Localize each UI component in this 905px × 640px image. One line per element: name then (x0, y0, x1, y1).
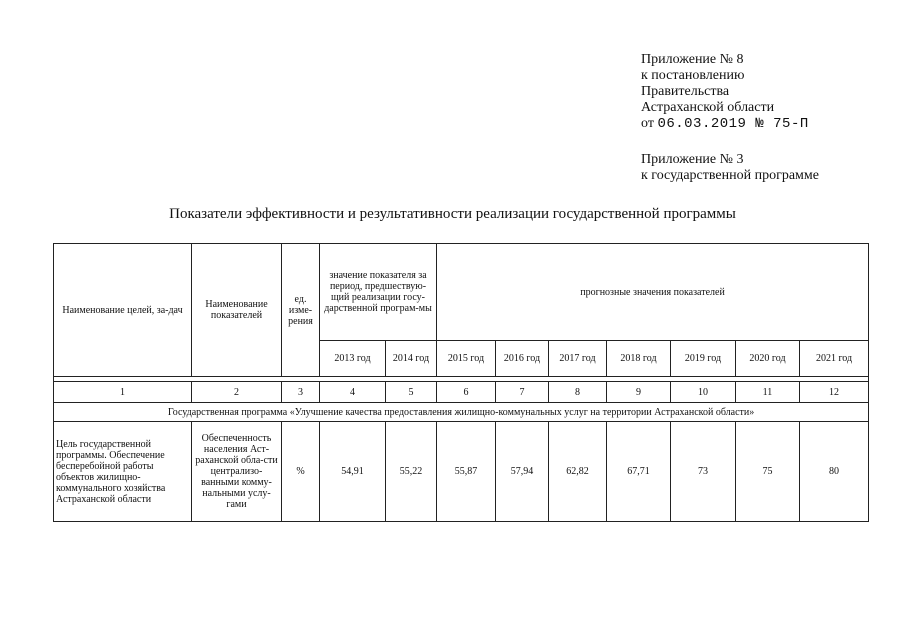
indicator-cell: Обеспеченность населения Аст-раханской обла-сти централизо-ванными комму-нальными услу-гами (192, 422, 282, 522)
unit-cell: % (282, 422, 320, 522)
table-row (54, 422, 869, 522)
value-2015: 55,87 (437, 422, 496, 522)
value-2017: 62,82 (549, 422, 607, 522)
indicators-table (53, 243, 869, 522)
value-2019: 73 (671, 422, 736, 522)
year-2015: 2015 год (437, 341, 496, 377)
goal-cell: Цель государственной программы. Обеспечение бесперебойной работы объектов жилищно-коммунального хозяйства Астраханской области (54, 422, 192, 522)
col-number-7: 7 (496, 382, 549, 403)
col-number-3: 3 (282, 382, 320, 403)
col-number-5: 5 (386, 382, 437, 403)
appendix-line-1: Приложение № 8 (641, 52, 744, 67)
appendix-date-line (641, 116, 819, 132)
value-2021: 80 (800, 422, 869, 522)
year-2016: 2016 год (496, 341, 549, 377)
date-prefix: от (641, 116, 654, 131)
col-number-11: 11 (736, 382, 800, 403)
year-2018: 2018 год (607, 341, 671, 377)
value-2016: 57,94 (496, 422, 549, 522)
col-number-2: 2 (192, 382, 282, 403)
appendix-header (641, 52, 819, 184)
appendix-line-4: Астраханской области (641, 100, 775, 115)
appendix-line-2: к постановлению (641, 68, 745, 83)
year-2019: 2019 год (671, 341, 736, 377)
date-number: 06.03.2019 № 75-П (657, 116, 809, 132)
col-number-8: 8 (549, 382, 607, 403)
header-goals: Наименование целей, за-дач (54, 244, 192, 377)
appendix-line-3: Правительства (641, 84, 730, 99)
header-prior-period: значение показателя за период, предшествую-щий реализации госу-дарственной програм-мы (320, 244, 437, 341)
col-number-4: 4 (320, 382, 386, 403)
col-number-12: 12 (800, 382, 869, 403)
document-title: Показатели эффективности и результативности реализации государственной программы (169, 206, 736, 222)
header-forecast: прогнозные значения показателей (437, 244, 869, 341)
value-2013: 54,91 (320, 422, 386, 522)
col-number-10: 10 (671, 382, 736, 403)
appendix3-line-2: к государственной программе (641, 168, 819, 183)
col-number-9: 9 (607, 382, 671, 403)
header-indicators: Наименование показателей (192, 244, 282, 377)
year-2013: 2013 год (320, 341, 386, 377)
year-2017: 2017 год (549, 341, 607, 377)
year-2020: 2020 год (736, 341, 800, 377)
col-number-1: 1 (54, 382, 192, 403)
value-2020: 75 (736, 422, 800, 522)
value-2014: 55,22 (386, 422, 437, 522)
value-2018: 67,71 (607, 422, 671, 522)
col-number-6: 6 (437, 382, 496, 403)
year-2014: 2014 год (386, 341, 437, 377)
appendix3-line-1: Приложение № 3 (641, 152, 744, 167)
header-unit: ед. изме-рения (282, 244, 320, 377)
program-title-row: Государственная программа «Улучшение качества предоставления жилищно-коммунальных услуг на территории Астраханской области» (54, 403, 869, 422)
year-2021: 2021 год (800, 341, 869, 377)
